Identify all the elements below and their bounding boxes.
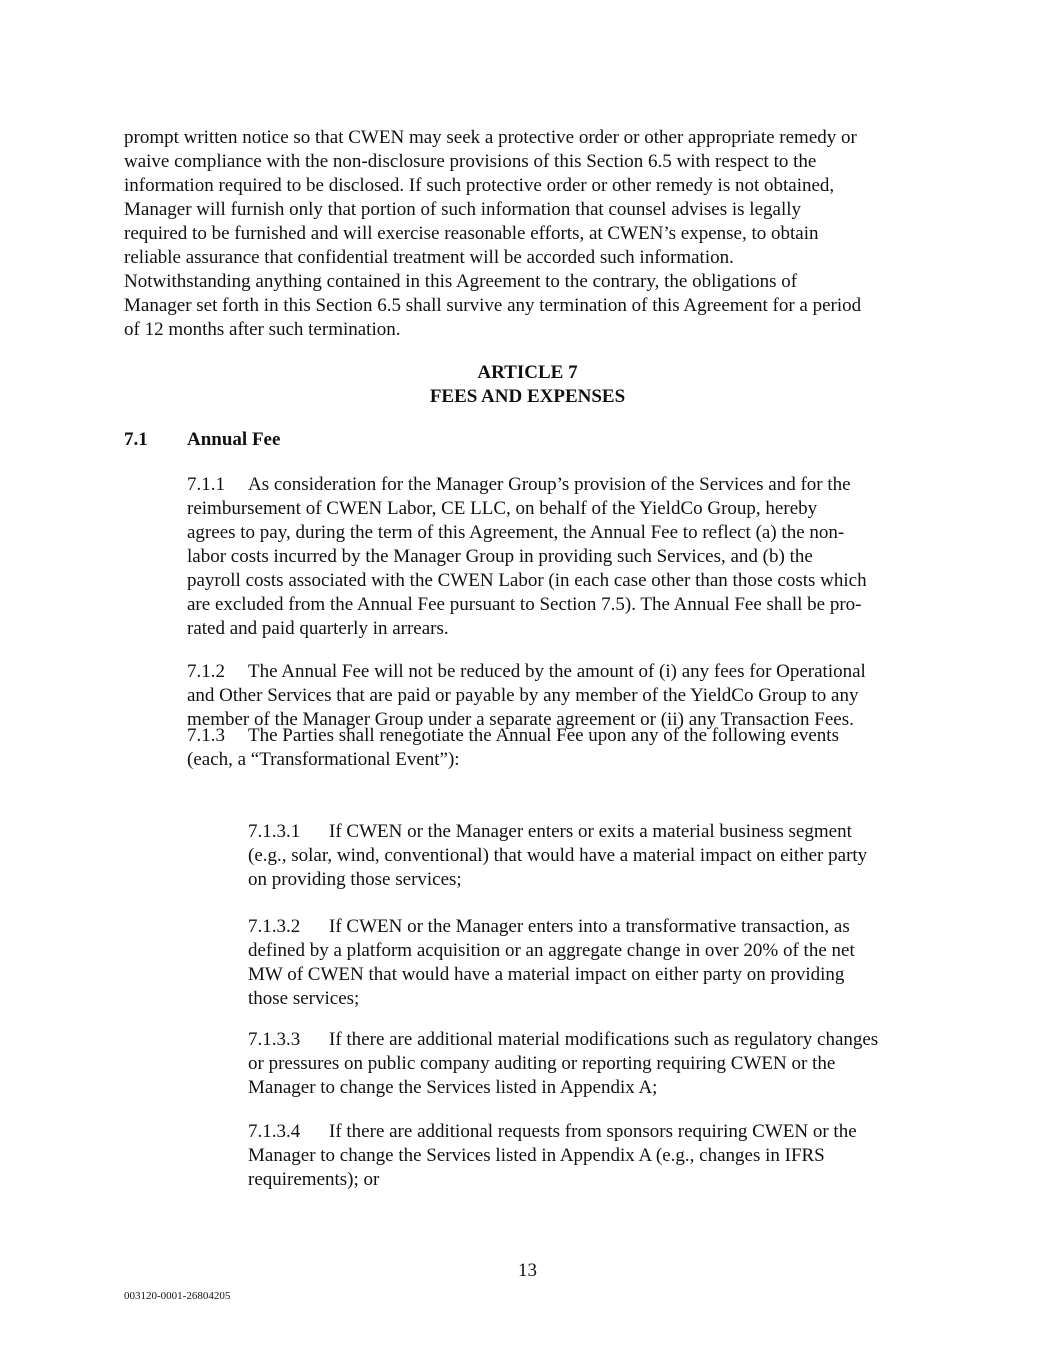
- paragraph-line: [187, 748, 839, 772]
- paragraph-line: [248, 820, 867, 844]
- line-text: (e.g., solar, wind, conventional) that would have a material impact on either party: [248, 845, 868, 866]
- line-text: information required to be disclosed. If such protective order or other remedy is not obtained,: [124, 175, 835, 196]
- line-text: those services;: [248, 988, 360, 1009]
- paragraph-line: [248, 1168, 857, 1192]
- paragraph-line: [124, 246, 861, 270]
- line-text: member of the Manager Group under a separate agreement or (ii) any Transaction Fees.: [187, 709, 854, 730]
- line-text: Manager will furnish only that portion of such information that counsel advises is legally: [124, 199, 802, 220]
- paragraph-7-1-3: [187, 724, 839, 772]
- line-text: The Annual Fee will not be reduced by the amount of (i) any fees for Operational: [248, 661, 866, 682]
- section-title: Annual Fee: [187, 429, 281, 450]
- line-text: required to be furnished and will exercise reasonable efforts, at CWEN’s expense, to obtain: [124, 223, 819, 244]
- paragraph-line: [187, 497, 867, 521]
- paragraph-line: [248, 987, 855, 1011]
- line-text: MW of CWEN that would have a material impact on either party on providing: [248, 964, 845, 985]
- paragraph-7-1-3-2: [248, 915, 855, 1011]
- document-id: 003120-0001-26804205: [124, 1290, 231, 1302]
- paragraph-line: [187, 473, 867, 497]
- page-number: 13: [518, 1260, 537, 1281]
- line-text: of 12 months after such termination.: [124, 319, 401, 340]
- paragraph-line: [248, 1028, 878, 1052]
- paragraph-line: [124, 270, 861, 294]
- article-title: FEES AND EXPENSES: [429, 386, 626, 407]
- paragraph-line: [187, 724, 839, 748]
- line-text: reliable assurance that confidential treatment will be accorded such information.: [124, 247, 734, 268]
- paragraph-line: [248, 915, 855, 939]
- line-text: prompt written notice so that CWEN may seek a protective order or other appropriate remedy or: [124, 127, 857, 148]
- paragraph-number: 7.1.3.2: [248, 916, 301, 937]
- paragraph-line: [187, 521, 867, 545]
- line-text: (each, a “Transformational Event”):: [187, 749, 460, 770]
- paragraph-line: [187, 617, 867, 641]
- paragraph-line: [187, 593, 867, 617]
- line-text: If there are additional material modifications such as regulatory changes: [329, 1029, 879, 1050]
- paragraph-7-1-2: [187, 660, 866, 732]
- paragraph-number: 7.1.3: [187, 725, 225, 746]
- line-text: As consideration for the Manager Group’s provision of the Services and for the: [248, 474, 851, 495]
- paragraph-number: 7.1.1: [187, 474, 225, 495]
- line-text: waive compliance with the non-disclosure provisions of this Section 6.5 with respect to the: [124, 151, 817, 172]
- line-text: requirements); or: [248, 1169, 380, 1190]
- line-text: If there are additional requests from sponsors requiring CWEN or the: [329, 1121, 857, 1142]
- paragraph-number: 7.1.3.4: [248, 1121, 301, 1142]
- line-text: payroll costs associated with the CWEN Labor (in each case other than those costs which: [187, 570, 867, 591]
- paragraph-line: [248, 963, 855, 987]
- paragraph-line: [248, 939, 855, 963]
- line-text: labor costs incurred by the Manager Group in providing such Services, and (b) the: [187, 546, 813, 567]
- paragraph-7-1-3-1: [248, 820, 867, 892]
- section-number: 7.1: [124, 429, 148, 450]
- line-text: Notwithstanding anything contained in this Agreement to the contrary, the obligations of: [124, 271, 798, 292]
- article-number: ARTICLE 7: [477, 362, 578, 383]
- line-text: Manager to change the Services listed in Appendix A;: [248, 1077, 658, 1098]
- line-text: rated and paid quarterly in arrears.: [187, 618, 449, 639]
- paragraph-line: [248, 1120, 857, 1144]
- paragraph-line: [124, 198, 861, 222]
- paragraph-7-1-1: [187, 473, 867, 641]
- paragraph-line: [124, 318, 861, 342]
- line-text: The Parties shall renegotiate the Annual Fee upon any of the following events: [248, 725, 839, 746]
- paragraph-number: 7.1.2: [187, 661, 225, 682]
- paragraph-line: [248, 844, 867, 868]
- line-text: on providing those services;: [248, 869, 462, 890]
- article-heading: [0, 361, 1055, 409]
- line-text: or pressures on public company auditing or reporting requiring CWEN or the: [248, 1053, 836, 1074]
- line-text: Manager set forth in this Section 6.5 shall survive any termination of this Agreement for a period: [124, 295, 862, 316]
- paragraph-line: [124, 126, 861, 150]
- line-text: and Other Services that are paid or payable by any member of the YieldCo Group to any: [187, 685, 859, 706]
- line-text: If CWEN or the Manager enters or exits a material business segment: [329, 821, 852, 842]
- paragraph-7-1-3-3: [248, 1028, 878, 1100]
- paragraph-number: 7.1.3.1: [248, 821, 301, 842]
- paragraph-number: 7.1.3.3: [248, 1029, 301, 1050]
- line-text: are excluded from the Annual Fee pursuant to Section 7.5). The Annual Fee shall be pro-: [187, 594, 862, 615]
- paragraph-line: [248, 1052, 878, 1076]
- paragraph-6-5-cont: [124, 126, 861, 342]
- paragraph-7-1-3-4: [248, 1120, 857, 1192]
- paragraph-line: [187, 569, 867, 593]
- section-heading: [124, 428, 280, 452]
- paragraph-line: [187, 660, 866, 684]
- line-text: defined by a platform acquisition or an aggregate change in over 20% of the net: [248, 940, 855, 961]
- paragraph-line: [248, 1076, 878, 1100]
- paragraph-line: [124, 150, 861, 174]
- paragraph-line: [187, 684, 866, 708]
- line-text: If CWEN or the Manager enters into a transformative transaction, as: [329, 916, 850, 937]
- line-text: Manager to change the Services listed in Appendix A (e.g., changes in IFRS: [248, 1145, 825, 1166]
- line-text: reimbursement of CWEN Labor, CE LLC, on behalf of the YieldCo Group, hereby: [187, 498, 818, 519]
- paragraph-line: [248, 868, 867, 892]
- paragraph-line: [248, 1144, 857, 1168]
- paragraph-line: [124, 174, 861, 198]
- paragraph-line: [124, 222, 861, 246]
- line-text: agrees to pay, during the term of this Agreement, the Annual Fee to reflect (a) the non-: [187, 522, 845, 543]
- paragraph-line: [124, 294, 861, 318]
- paragraph-line: [187, 545, 867, 569]
